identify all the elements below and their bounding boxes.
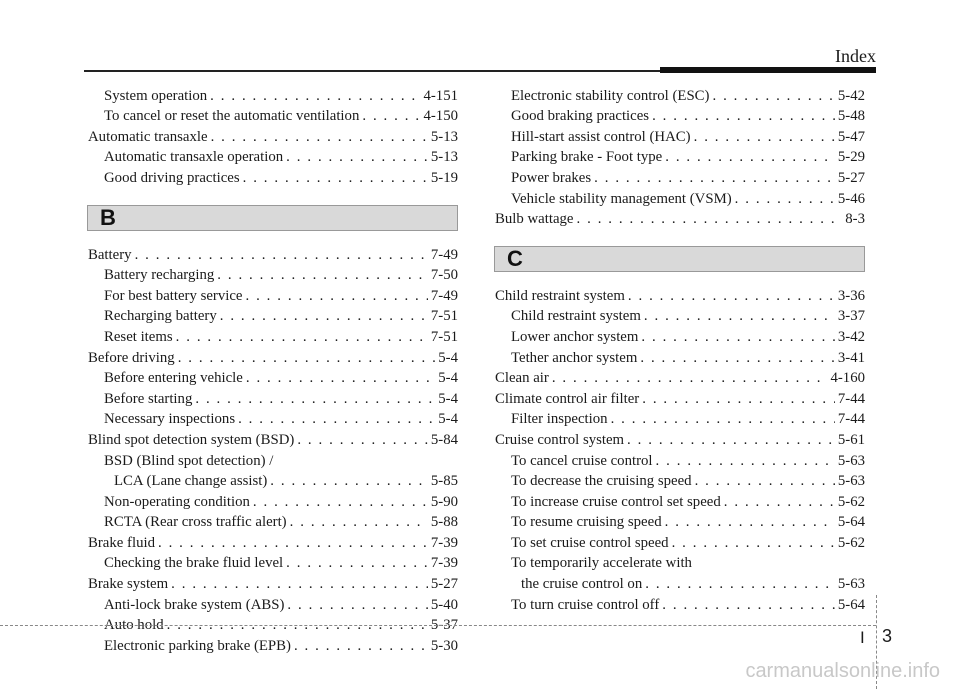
entry-page: 7-51: [430, 328, 458, 345]
entry-page: 5-40: [430, 596, 458, 613]
dot-leader: [611, 411, 835, 428]
index-entry: [88, 572, 458, 593]
dot-leader: [211, 129, 428, 146]
index-entry: [88, 490, 458, 511]
entry-text: RCTA (Rear cross traffic alert): [104, 514, 287, 531]
entry-text: To decrease the cruising speed: [511, 473, 692, 490]
entry-text: Battery: [88, 246, 132, 263]
index-entry: [88, 367, 458, 388]
index-entry: [88, 449, 458, 470]
index-entry: [495, 346, 865, 367]
entry-text: Necessary inspections: [104, 411, 236, 428]
entry-page: 5-63: [837, 452, 865, 469]
entry-page: 5-64: [837, 514, 865, 531]
entry-page: 7-39: [430, 534, 458, 551]
entry-text: Non-operating condition: [104, 493, 250, 510]
dot-leader: [552, 370, 828, 387]
index-entry: [495, 572, 865, 593]
dot-leader: [665, 149, 835, 166]
entry-page: 5-29: [837, 149, 865, 166]
entry-text: Filter inspection: [511, 411, 608, 428]
index-entry: [495, 552, 865, 573]
entry-text: Electronic parking brake (EPB): [104, 637, 291, 654]
entry-page: 5-13: [430, 149, 458, 166]
entry-text: To temporarily accelerate with: [511, 555, 692, 572]
index-entry: [495, 408, 865, 429]
index-entry: [495, 470, 865, 491]
entry-page: 5-4: [438, 390, 458, 407]
entry-page: 5-42: [837, 87, 865, 104]
entry-text: Good driving practices: [104, 169, 240, 186]
entry-text: Hill-start assist control (HAC): [511, 128, 691, 145]
index-entry: [88, 614, 458, 635]
entry-page: 7-51: [430, 308, 458, 325]
entry-text: To cancel cruise control: [511, 452, 653, 469]
footer-rule: [0, 625, 876, 626]
entry-page: 5-19: [430, 169, 458, 186]
index-entry: [88, 428, 458, 449]
entry-text: Power brakes: [511, 169, 592, 186]
entry-text: Brake system: [88, 576, 169, 593]
dot-leader: [135, 247, 428, 264]
entry-page: 7-49: [430, 287, 458, 304]
dot-leader: [253, 494, 428, 511]
entry-text: To increase cruise control set speed: [511, 493, 721, 510]
entry-page: 8-3: [845, 211, 865, 228]
entry-page: 5-63: [837, 576, 865, 593]
index-entry: [495, 449, 865, 470]
entry-page: 5-88: [430, 514, 458, 531]
section-header-b: [87, 205, 458, 231]
section-letter: B: [100, 204, 116, 230]
index-entry: [88, 470, 458, 491]
entry-page: 5-48: [837, 108, 865, 125]
dot-leader: [641, 329, 834, 346]
entry-text: To cancel or reset the automatic ventilation: [104, 108, 360, 125]
entry-text: Electronic stability control (ESC): [511, 87, 710, 104]
dot-leader: [238, 411, 435, 428]
index-entry: [88, 387, 458, 408]
index-entry: [88, 408, 458, 429]
dot-leader: [245, 288, 427, 305]
entry-text: Bulb wattage: [495, 211, 574, 228]
index-entry: [495, 490, 865, 511]
entry-page: 5-47: [837, 128, 865, 145]
entry-text: Automatic transaxle: [88, 128, 208, 145]
entry-text: For best battery service: [104, 287, 243, 304]
index-entry: [495, 284, 865, 305]
dot-leader: [640, 350, 835, 367]
dot-leader: [246, 370, 435, 387]
entry-text: To turn cruise control off: [511, 596, 660, 613]
entry-text: BSD (Blind spot detection) /: [104, 452, 274, 469]
entry-text: the cruise control on: [521, 576, 643, 593]
dot-leader: [220, 308, 428, 325]
index-entry: [495, 367, 865, 388]
entry-text: Parking brake - Foot type: [511, 149, 663, 166]
index-entry: [495, 146, 865, 167]
entry-text: Before entering vehicle: [104, 370, 243, 387]
dot-leader: [294, 638, 428, 655]
dot-leader: [656, 453, 835, 470]
entry-page: 7-44: [837, 411, 865, 428]
page-header-title: Index: [835, 46, 876, 66]
section-letter: C: [507, 246, 523, 272]
footer-section: I: [860, 628, 865, 647]
entry-text: Battery recharging: [104, 267, 215, 284]
entry-page: 5-90: [430, 493, 458, 510]
entry-page: 3-42: [837, 328, 865, 345]
entry-text: Child restraint system: [495, 287, 625, 304]
entry-page: 5-4: [438, 411, 458, 428]
index-entry: [495, 511, 865, 532]
entry-text: Child restraint system: [511, 308, 641, 325]
entry-page: 7-49: [430, 246, 458, 263]
entry-page: 7-50: [430, 267, 458, 284]
entry-page: 4-150: [423, 108, 458, 125]
entry-text: To set cruise control speed: [511, 534, 669, 551]
entry-page: 7-39: [430, 555, 458, 572]
entry-page: 5-85: [430, 473, 458, 490]
dot-leader: [627, 432, 835, 449]
entry-text: Tether anchor system: [511, 349, 638, 366]
index-entry: [88, 593, 458, 614]
section-header-c: [494, 246, 865, 272]
entry-page: 5-62: [837, 493, 865, 510]
entry-page: 5-27: [430, 576, 458, 593]
dot-leader: [176, 329, 428, 346]
entry-text: Anti-lock brake system (ABS): [104, 596, 285, 613]
entry-text: Climate control air filter: [495, 390, 640, 407]
dot-leader: [217, 267, 428, 284]
dot-leader: [645, 576, 835, 593]
entry-page: 5-13: [430, 128, 458, 145]
dot-leader: [171, 576, 428, 593]
index-entry: [88, 146, 458, 167]
index-entry: [88, 305, 458, 326]
index-entry: [88, 284, 458, 305]
entry-page: 5-62: [837, 534, 865, 551]
dot-leader: [287, 597, 427, 614]
index-entry: [88, 634, 458, 655]
entry-page: 5-27: [837, 169, 865, 186]
entry-page: 3-36: [837, 287, 865, 304]
header-bar: [660, 67, 876, 73]
dot-leader: [642, 391, 835, 408]
watermark-logo: carmanualsonline.info: [745, 660, 940, 682]
dot-leader: [652, 108, 835, 125]
dot-leader: [243, 170, 428, 187]
dot-leader: [712, 88, 834, 105]
dot-leader: [195, 391, 435, 408]
entry-page: 4-151: [423, 87, 458, 104]
dot-leader: [644, 308, 835, 325]
entry-text: Clean air: [495, 370, 549, 387]
entry-text: Brake fluid: [88, 534, 155, 551]
entry-page: 5-84: [430, 431, 458, 448]
entry-text: Vehicle stability management (VSM): [511, 190, 732, 207]
index-entry: [495, 105, 865, 126]
index-entry: [88, 166, 458, 187]
entry-page: 5-63: [837, 473, 865, 490]
header-rule: [84, 70, 660, 72]
dot-leader: [158, 535, 428, 552]
entry-text: Blind spot detection system (BSD): [88, 431, 295, 448]
entry-text: Lower anchor system: [511, 328, 639, 345]
dot-leader: [178, 350, 436, 367]
index-column-right: [495, 84, 865, 614]
entry-page: 5-46: [837, 190, 865, 207]
index-entry: [88, 84, 458, 105]
entry-text: Before driving: [88, 349, 175, 366]
entry-text: LCA (Lane change assist): [114, 473, 268, 490]
entry-page: 3-37: [837, 308, 865, 325]
entry-page: 5-64: [837, 596, 865, 613]
dot-leader: [286, 555, 428, 572]
entry-text: Reset items: [104, 328, 173, 345]
entry-text: Recharging battery: [104, 308, 217, 325]
index-entry: [88, 243, 458, 264]
dot-leader: [628, 288, 835, 305]
entry-page: 5-37: [430, 617, 458, 634]
index-entry: [88, 125, 458, 146]
dot-leader: [297, 432, 428, 449]
dot-leader: [735, 191, 835, 208]
dot-leader: [290, 514, 428, 531]
index-entry: [495, 187, 865, 208]
dot-leader: [724, 494, 835, 511]
dot-leader: [577, 211, 843, 228]
index-entry: [495, 166, 865, 187]
dot-leader: [286, 149, 428, 166]
dot-leader: [665, 514, 835, 531]
index-column-left: [88, 84, 458, 655]
entry-text: System operation: [104, 87, 208, 104]
entry-page: 5-30: [430, 637, 458, 654]
dot-leader: [210, 88, 420, 105]
dot-leader: [594, 170, 835, 187]
dot-leader: [270, 473, 428, 490]
entry-page: 7-44: [837, 390, 865, 407]
index-entry: [88, 325, 458, 346]
dot-leader: [694, 129, 835, 146]
entry-page: 3-41: [837, 349, 865, 366]
entry-page: 4-160: [830, 370, 865, 387]
dot-leader: [662, 597, 835, 614]
index-entry: [495, 387, 865, 408]
index-entry: [88, 552, 458, 573]
index-entry: [88, 531, 458, 552]
index-entry: [495, 325, 865, 346]
dot-leader: [695, 473, 835, 490]
index-entry: [495, 593, 865, 614]
index-entry: [88, 511, 458, 532]
dot-leader: [362, 108, 420, 125]
footer-page-number: 3: [882, 626, 893, 646]
entry-text: Auto hold: [104, 617, 164, 634]
entry-text: Cruise control system: [495, 431, 625, 448]
entry-page: 5-61: [837, 431, 865, 448]
index-entry: [495, 428, 865, 449]
dot-leader: [672, 535, 835, 552]
entry-text: Before starting: [104, 390, 193, 407]
index-entry: [495, 84, 865, 105]
entry-text: To resume cruising speed: [511, 514, 662, 531]
index-entry: [495, 305, 865, 326]
index-entry: [88, 105, 458, 126]
index-entry: [495, 125, 865, 146]
entry-page: 5-4: [438, 349, 458, 366]
index-entry: [495, 531, 865, 552]
entry-text: Good braking practices: [511, 108, 650, 125]
index-entry: [88, 346, 458, 367]
index-entry: [495, 208, 865, 229]
entry-page: 5-4: [438, 370, 458, 387]
entry-text: Checking the brake fluid level: [104, 555, 284, 572]
entry-text: Automatic transaxle operation: [104, 149, 284, 166]
index-entry: [88, 264, 458, 285]
